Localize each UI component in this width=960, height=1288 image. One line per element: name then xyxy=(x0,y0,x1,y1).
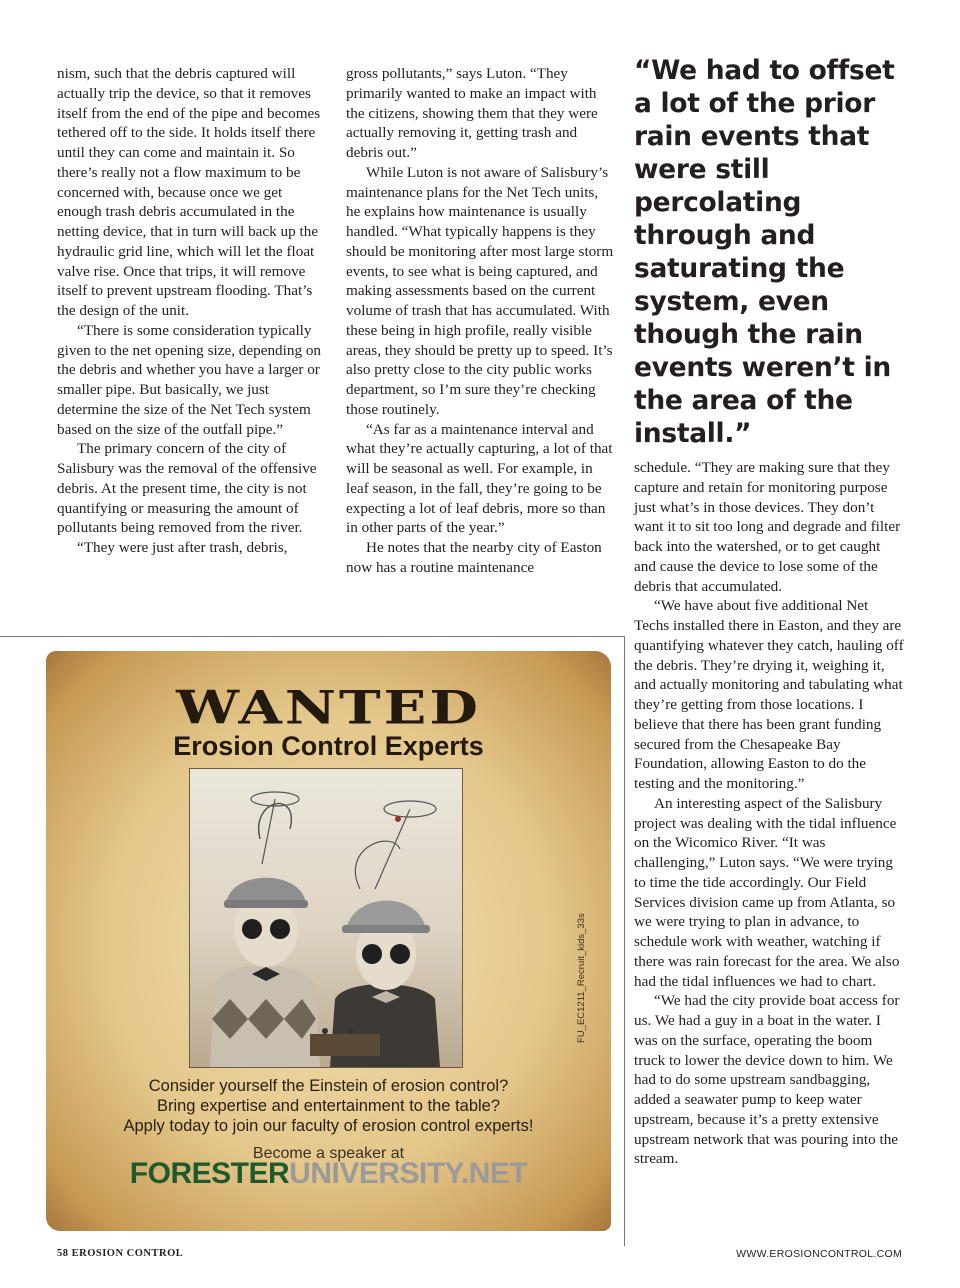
ad-frame-side-rule xyxy=(624,636,625,1246)
paragraph: gross pollutants,” says Luton. “They primarily wanted to make an impact with the citizens, showing them that they were actually removing it, getting trash and debris out.” xyxy=(346,65,598,161)
ad-headline: WANTED xyxy=(176,680,481,736)
paragraph: “As far as a maintenance interval and what they’re actually capturing, a lot of that will be seasonal as well. For example, in leaf season, in the fall, they’re going to be expecting a lot of leaf debris, more so than in other parts of the year.” xyxy=(346,420,613,537)
ad-frame-top-rule xyxy=(0,636,625,637)
advertisement[interactable] xyxy=(46,651,611,1231)
paragraph: nism, such that the debris captured will actually trip the device, so that it removes itself from the end of the pipe and becomes tethered off to the side. It holds itself there until they can come and maintain it. So there’s really not a flow maximum to be concerned with, because once we get enough trash debris accumulated in the netting device, that in turn will back up the hydraulic grid line, which will let the float valve rise. Once that trips, it will remove itself to prevent upstream flooding. That’s the design of the unit. xyxy=(57,65,321,319)
ad-subtitle: Erosion Control Experts xyxy=(173,731,484,761)
page-folio: 58 EROSION CONTROL xyxy=(57,1248,184,1259)
paragraph: “They were just after trash, debris, xyxy=(77,539,288,556)
article-column-3 xyxy=(634,458,906,1169)
paragraph: “There is some consideration typically given to the net opening size, depending on the debris and whether you have a larger or smaller pipe. But basically, we just determine the size of the Net Tech system based on the size of the outfall pipe.” xyxy=(57,321,322,438)
kids-illustration xyxy=(190,769,462,1067)
ad-url-brand[interactable]: FORESTER xyxy=(129,1157,290,1190)
article-column-2 xyxy=(346,64,616,578)
footer-website-link[interactable]: WWW.EROSIONCONTROL.COM xyxy=(736,1248,902,1260)
paragraph: “We had the city provide boat access for us. We had a guy in a boat in the water. I was on the surface, operating the boom truck to lower the device down to him. We had to do some upstream sandbagging, added a seawater pump to keep water upstream, because it’s a pretty extensive upstream network that was pouring into the stream. xyxy=(634,992,900,1168)
paragraph: “We have about five additional Net Techs installed there in Easton, and they are quantifying whatever they catch, hauling off the debris. They’re drying it, weighing it, and actually monitoring and tabulating what they’re getting from those locations. I believe that there has been grant funding secured from the Chesapeake Bay Foundation, allowing Easton to do the testing and the monitoring.” xyxy=(634,597,904,792)
ad-copy-line: Apply today to join our faculty of erosion control experts! xyxy=(123,1117,534,1135)
ad-copy-line: Consider yourself the Einstein of erosion control? xyxy=(148,1077,509,1095)
paragraph: The primary concern of the city of Salisbury was the removal of the offensive debris. At the present time, the city is not quantifying or measuring the amount of pollutants being removed from the river. xyxy=(57,440,317,537)
paragraph: While Luton is not aware of Salisbury’s maintenance plans for the Net Tech units, he explains how maintenance is usually handled. “What typically happens is they should be monitoring after most large storm events, to see what is being captured, and making assessments based on the current volume of trash that has accumulated. With these being in high profile, really visible areas, they should be pretty up to speed. It’s also pretty close to the city public works department, so I’m sure they’re checking those routinely. xyxy=(346,163,614,418)
ad-photo-kids-with-helmets xyxy=(189,768,463,1068)
pull-quote: “We had to offset a lot of the prior rain events that were still percolating through and saturating the system, even though the rain events weren’t in the area of the install.” xyxy=(634,55,895,449)
ad-copy-line: Bring expertise and entertainment to the table? xyxy=(156,1097,501,1115)
paragraph: An interesting aspect of the Salisbury project was dealing with the tidal influence on the Wicomico River. “It was challenging,” Luton says. “We were trying to time the tide accordingly. Our Field Services division came up from Atlanta, so we were trying to plan in advance, to schedule work with weather, watching if there was rain forecast for the area. We also had the tidal influences we had to chart. xyxy=(634,794,900,990)
ad-speaker-invite: Become a speaker at xyxy=(252,1145,405,1162)
ad-url-domain[interactable]: UNIVERSITY.NET xyxy=(289,1157,528,1190)
ad-url-link[interactable] xyxy=(46,1157,611,1191)
article-column-1 xyxy=(57,64,329,558)
ad-code: FU_EC1211_Recruit_kids_33s xyxy=(576,913,587,1043)
paragraph: schedule. “They are making sure that they capture and retain for monitoring purpose just what’s in those devices. They don’t want it to sit too long and degrade and filter back into the watershed, or to get caught and cause the device to lose some of the debris that accumulated. xyxy=(634,459,901,595)
paragraph: He notes that the nearby city of Easton now has a routine maintenance xyxy=(346,539,602,576)
